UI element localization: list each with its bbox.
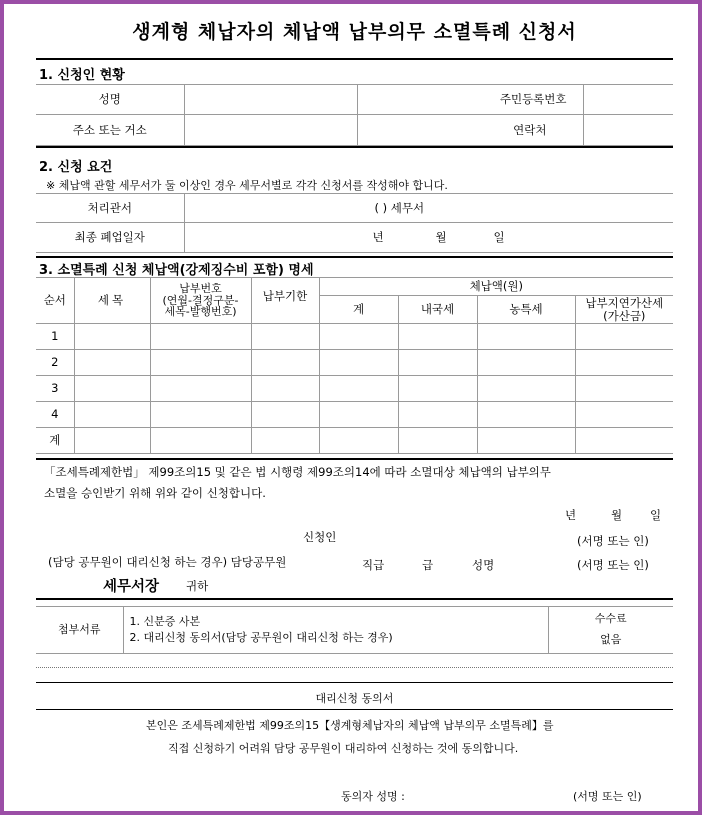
col-pay-no-sub1: (연월-결정구분- bbox=[162, 293, 239, 307]
office-label: 처리관서 bbox=[36, 194, 184, 223]
divider bbox=[36, 256, 673, 258]
applicant-signature[interactable]: (서명 또는 인) bbox=[577, 534, 649, 548]
date-day: 일 bbox=[650, 508, 662, 522]
closure-date-label: 최종 폐업일자 bbox=[36, 223, 184, 253]
form-title: 생계형 체납자의 체납액 납부의무 소멸특례 신청서 bbox=[132, 21, 577, 43]
col-tax-item: 세목 bbox=[74, 278, 150, 324]
grade-label: 급 bbox=[422, 558, 434, 572]
officer-name-label: 성명 bbox=[472, 558, 495, 572]
table-row bbox=[36, 324, 673, 350]
month-label: 월 bbox=[435, 230, 447, 244]
table-row bbox=[36, 402, 673, 428]
divider bbox=[36, 146, 673, 148]
row-number: 2 bbox=[36, 350, 74, 376]
rrn-field[interactable] bbox=[583, 85, 673, 115]
col-penalty-title: 납부지연가산세 bbox=[585, 296, 664, 311]
addressee: 세무서장 bbox=[103, 579, 160, 595]
col-rural-tax: 농특세 bbox=[477, 296, 575, 324]
year-label: 년 bbox=[372, 230, 384, 244]
date-month: 월 bbox=[611, 508, 623, 522]
table-row bbox=[36, 350, 673, 376]
requirements-table bbox=[36, 193, 673, 253]
row-number: 1 bbox=[36, 324, 74, 350]
divider bbox=[36, 598, 673, 600]
col-total: 계 bbox=[319, 296, 398, 324]
name-label: 성명 bbox=[36, 85, 184, 115]
section1-heading: 1. 신청인 현황 bbox=[39, 68, 125, 83]
col-pay-no-title: 납부번호 bbox=[179, 282, 222, 296]
attachments-label: 첨부서류 bbox=[36, 607, 123, 654]
closure-date-field[interactable] bbox=[184, 223, 673, 253]
consent-line2: 직접 신청하기 어려워 담당 공무원이 대리하여 신청하는 것에 동의합니다. bbox=[168, 742, 519, 755]
rank-label: 직급 bbox=[362, 558, 385, 572]
table-row bbox=[36, 428, 673, 454]
office-field[interactable]: ( ) 세무서 bbox=[184, 194, 673, 223]
col-amount-group: 체납액(원) bbox=[319, 278, 673, 296]
fee-label: 수수료 bbox=[594, 612, 627, 626]
address-label: 주소 또는 거소 bbox=[36, 115, 184, 146]
col-pay-no-sub2: 세목-발행번호) bbox=[164, 305, 237, 319]
consent-title: 대리신청 동의서 bbox=[315, 692, 394, 705]
divider bbox=[36, 458, 673, 460]
declaration-line1: 「조세특례제한법」 제99조의15 및 같은 법 시행령 제99조의14에 따라 소멸대상 체납액의 납부의무 bbox=[44, 465, 551, 479]
section2-note: ※ 체납액 관할 세무서가 둘 이상인 경우 세무서별로 각각 신청서를 작성해야 합니다. bbox=[46, 179, 448, 192]
col-due-date: 납부기한 bbox=[251, 278, 319, 324]
divider bbox=[36, 709, 673, 710]
col-pay-no bbox=[150, 278, 251, 324]
row-number: 3 bbox=[36, 376, 74, 402]
col-seq: 순서 bbox=[36, 278, 74, 324]
col-national-tax: 내국세 bbox=[398, 296, 477, 324]
table-row bbox=[36, 376, 673, 402]
address-field[interactable] bbox=[184, 115, 357, 146]
date-year: 년 bbox=[565, 508, 577, 522]
rrn-label: 주민등록번호 bbox=[357, 85, 583, 115]
consent-line1: 본인은 조세특례제한법 제99조의15【생계형체납자의 체납액 납부의무 소멸특례】를 bbox=[146, 719, 554, 732]
attachment-item-2: 2. 대리신청 동의서(담당 공무원이 대리신청 하는 경우) bbox=[129, 631, 393, 644]
day-label: 일 bbox=[493, 230, 505, 244]
row-total-label: 계 bbox=[36, 428, 74, 454]
row-number: 4 bbox=[36, 402, 74, 428]
consent-signer-label: 동의자 성명 : bbox=[341, 790, 405, 803]
honorific: 귀하 bbox=[186, 579, 209, 593]
applicant-table bbox=[36, 84, 673, 146]
col-penalty bbox=[575, 296, 673, 324]
section3-heading: 3. 소멸특례 신청 체납액(강제징수비 포함) 명세 bbox=[39, 263, 314, 278]
attachment-item-1: 1. 신분증 사본 bbox=[129, 614, 201, 628]
section2-heading: 2. 신청 요건 bbox=[39, 160, 113, 175]
col-penalty-sub: (가산금) bbox=[603, 308, 646, 323]
applicant-label: 신청인 bbox=[303, 530, 337, 544]
divider bbox=[36, 58, 673, 60]
declaration-line2: 소멸을 승인받기 위해 위와 같이 신청합니다. bbox=[44, 486, 266, 500]
arrears-table bbox=[36, 277, 673, 454]
dotted-divider bbox=[36, 667, 673, 668]
contact-label: 연락처 bbox=[357, 115, 583, 146]
contact-field[interactable] bbox=[583, 115, 673, 146]
consent-signature[interactable]: (서명 또는 인) bbox=[573, 790, 642, 803]
name-field[interactable] bbox=[184, 85, 357, 115]
officer-label: (담당 공무원이 대리신청 하는 경우) 담당공무원 bbox=[48, 555, 287, 569]
fee-value: 없음 bbox=[600, 633, 622, 646]
divider bbox=[36, 682, 673, 683]
officer-signature[interactable]: (서명 또는 인) bbox=[577, 558, 649, 572]
attachments-table bbox=[36, 606, 673, 654]
